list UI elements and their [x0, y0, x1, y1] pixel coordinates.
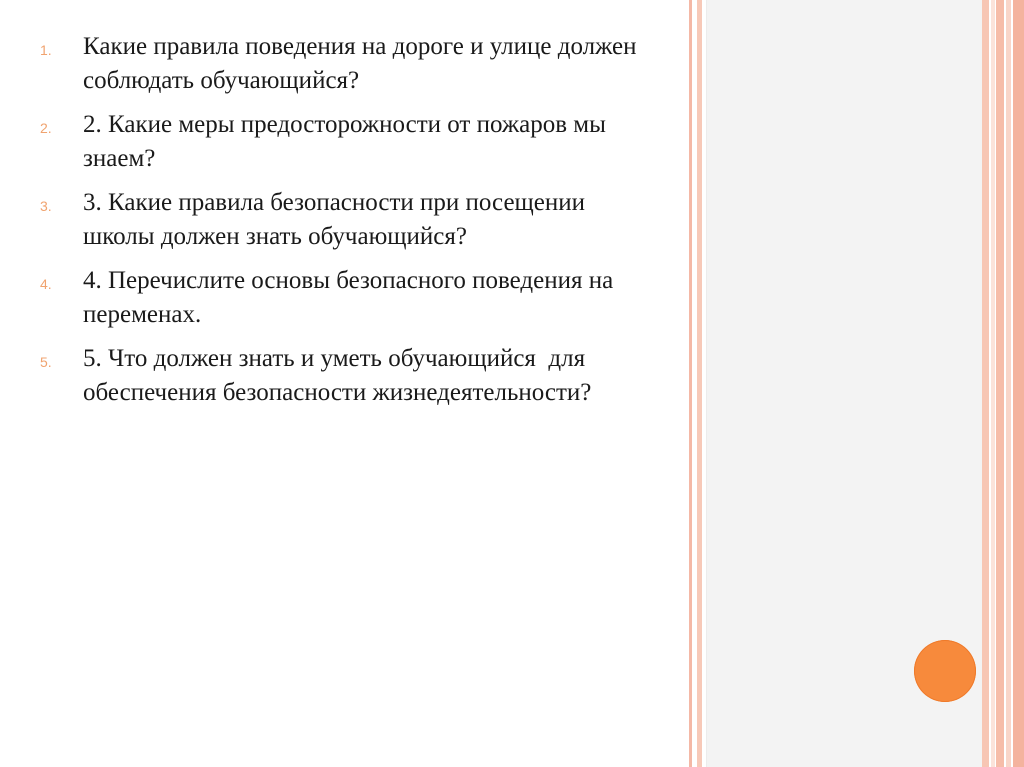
- list-item: [40, 264, 660, 332]
- decorative-stripe: [1013, 0, 1024, 767]
- accent-circle-icon: [914, 640, 976, 702]
- question-list: [40, 30, 660, 410]
- list-item: [40, 30, 660, 98]
- list-item: [40, 342, 660, 410]
- list-item-text: 2. Какие меры предосторожности от пожаров мы знаем?: [83, 111, 613, 172]
- list-item-number: 1.: [40, 42, 52, 58]
- list-item: [40, 108, 660, 176]
- list-item-number: 2.: [40, 120, 52, 136]
- decorative-stripe: [991, 0, 995, 767]
- list-item-number: 3.: [40, 198, 52, 214]
- decorative-stripe: [689, 0, 692, 767]
- decorative-stripe: [982, 0, 989, 767]
- list-item-text: 3. Какие правила безопасности при посещении школы должен знать обучающийся?: [83, 189, 592, 250]
- list-item-text: 5. Что должен знать и уметь обучающийся для обеспечения безопасности жизнедеятельности?: [83, 345, 592, 406]
- slide-content: [40, 30, 660, 420]
- list-item-number: 4.: [40, 276, 52, 292]
- list-item: [40, 186, 660, 254]
- list-item-text: Какие правила поведения на дороге и улице должен соблюдать обучающийся?: [83, 33, 643, 94]
- decorative-stripe: [1006, 0, 1011, 767]
- list-item-number: 5.: [40, 354, 52, 370]
- decorative-stripe: [996, 0, 1004, 767]
- decorative-stripe: [697, 0, 702, 767]
- list-item-text: 4. Перечислите основы безопасного поведения на переменах.: [83, 267, 620, 328]
